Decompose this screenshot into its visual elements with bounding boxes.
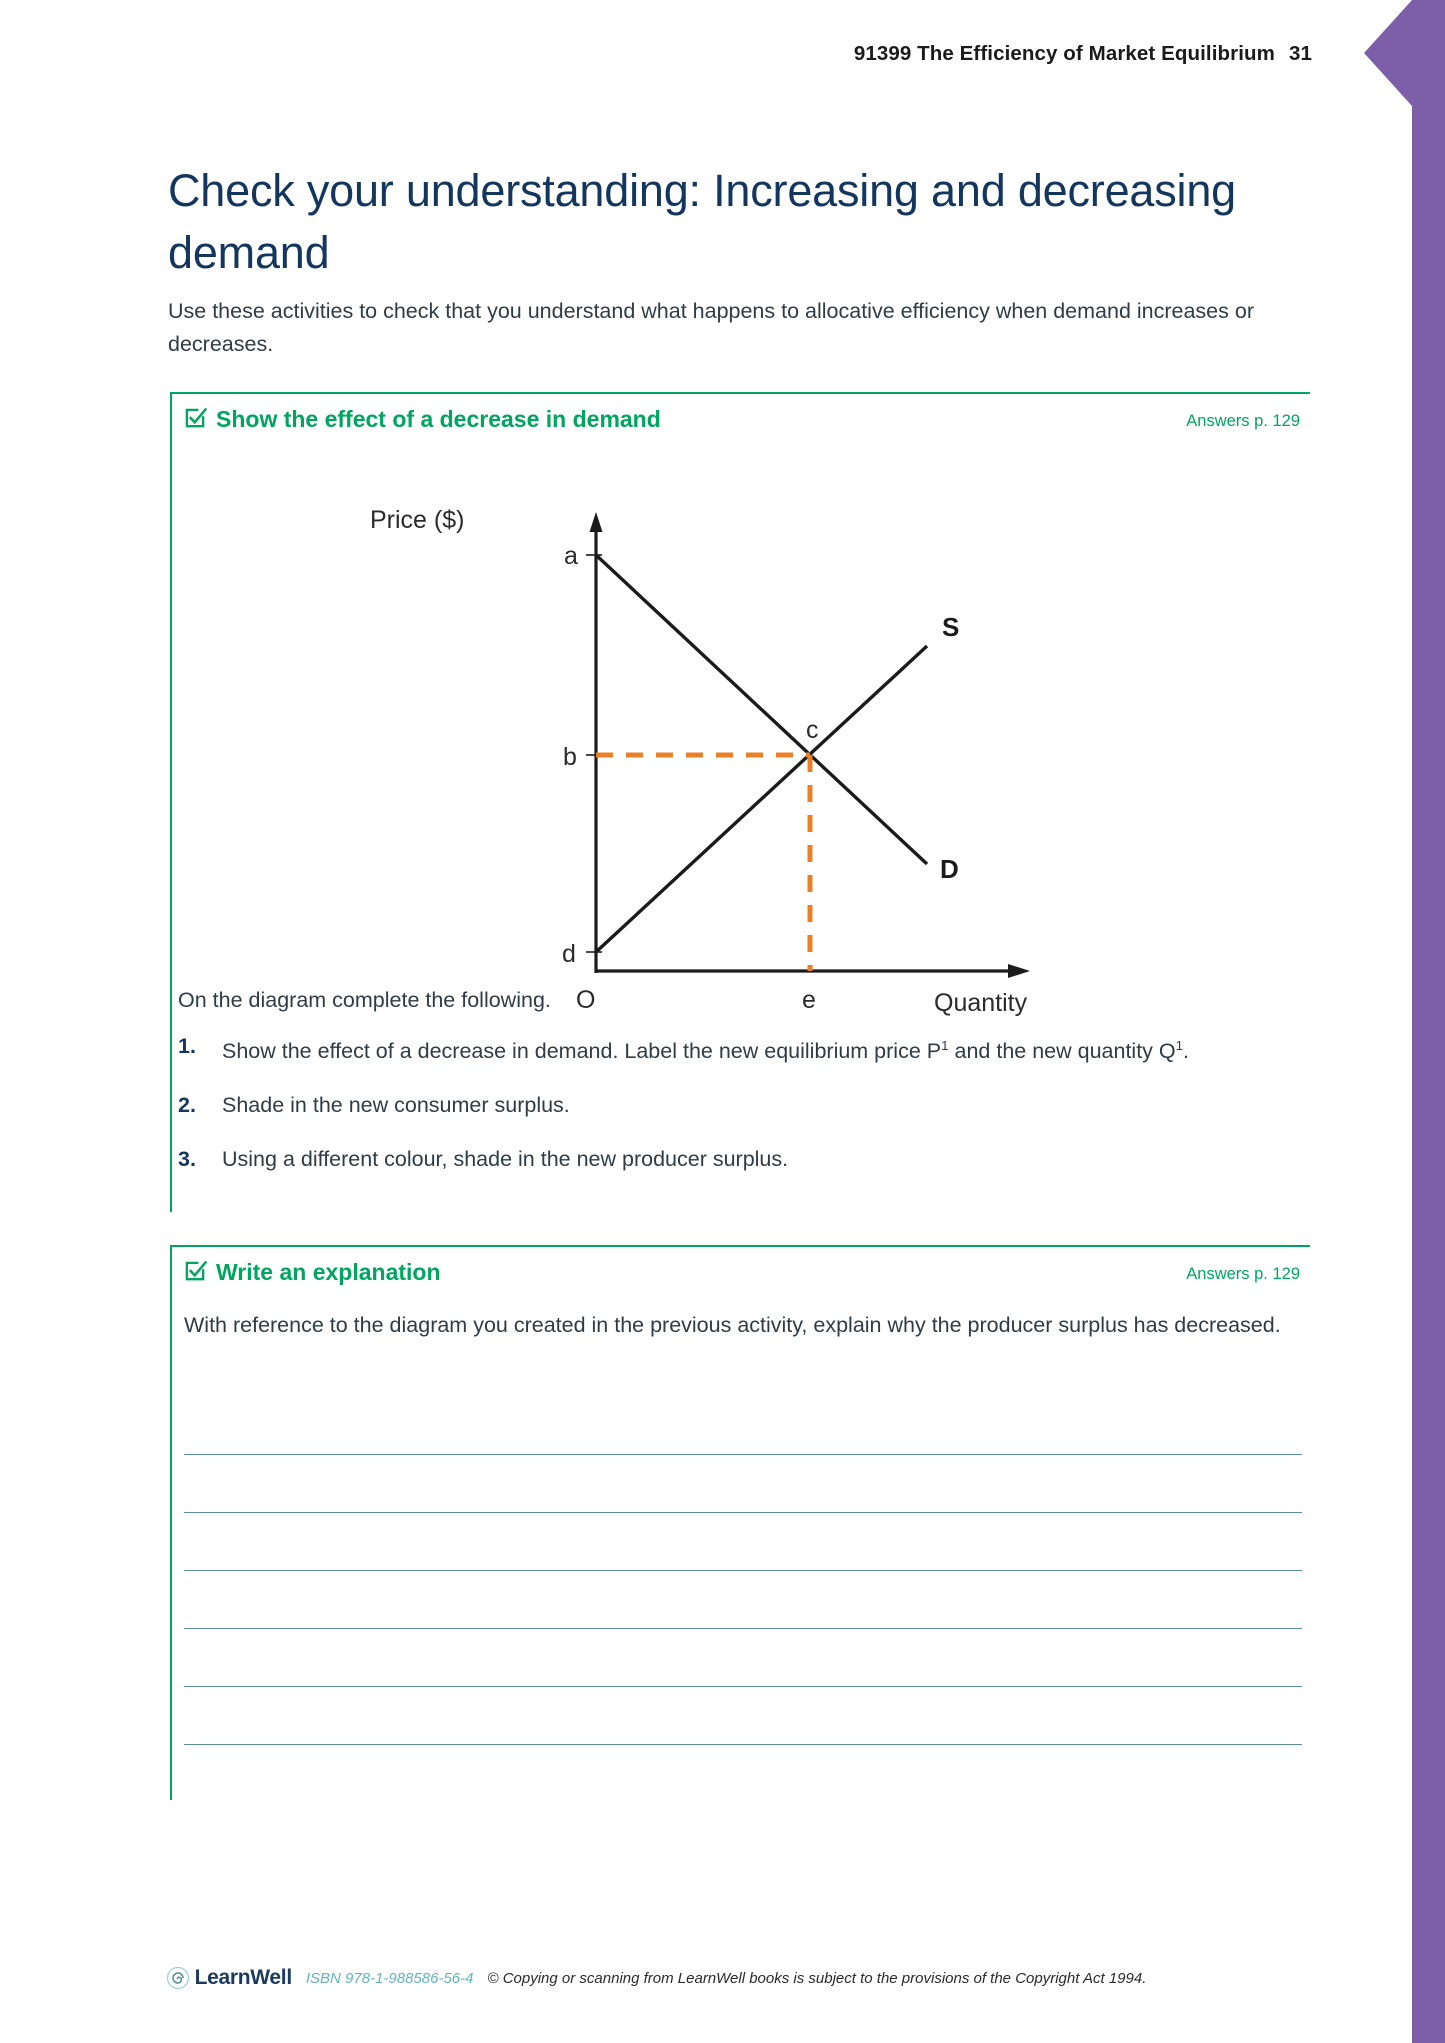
- point-label-d: d: [562, 940, 576, 968]
- x-axis-label: Quantity: [934, 989, 1028, 1017]
- list-item-number: 3.: [178, 1147, 196, 1172]
- answer-line[interactable]: [184, 1629, 1302, 1687]
- activity2-answers-ref: Answers p. 129: [1186, 1265, 1300, 1283]
- running-title: 91399 The Efficiency of Market Equilibrium: [853, 42, 1275, 65]
- activity1-title: Show the effect of a decrease in demand: [216, 406, 661, 432]
- chart-svg: [172, 450, 1312, 1030]
- y-axis-label: Price ($): [370, 506, 465, 534]
- running-head: [0, 42, 1312, 66]
- list-item-number: 1.: [178, 1034, 196, 1058]
- learnwell-wordmark: LearnWell: [194, 1966, 292, 1989]
- list-item-text-end: .: [1183, 1039, 1190, 1064]
- activity1-answers-ref: Answers p. 129: [1186, 412, 1300, 430]
- list-item-text: Shade in the new consumer surplus.: [222, 1093, 570, 1118]
- supply-curve: [596, 646, 927, 952]
- answer-line[interactable]: [184, 1571, 1302, 1629]
- isbn-text: ISBN 978-1-988586-56-4: [305, 1969, 474, 1987]
- list-item-sup2: 1: [1175, 1038, 1184, 1053]
- point-label-a: a: [564, 542, 578, 570]
- supply-demand-diagram: [172, 450, 1312, 1030]
- demand-curve-label: D: [940, 854, 959, 884]
- list-item-text-cont: and the new quantity Q: [948, 1039, 1176, 1064]
- page-footer: [0, 1966, 1312, 1990]
- demand-curve: [596, 555, 927, 864]
- list-item: [178, 1143, 1298, 1175]
- list-item-text: Show the effect of a decrease in demand. Label the new equilibrium price P: [222, 1039, 942, 1064]
- list-item: [178, 1030, 1298, 1067]
- purple-arrow-notch: [1364, 0, 1412, 106]
- copyright-text: © Copying or scanning from LearnWell books is subject to the provisions of the Copyright Act 1994.: [487, 1969, 1147, 1987]
- diagram-instructions-lead: On the diagram complete the following.: [178, 988, 551, 1012]
- list-item-text: Using a different colour, shade in the new producer surplus.: [222, 1147, 789, 1172]
- activity2-prompt: With reference to the diagram you created in the previous activity, explain why the producer surplus has decreased.: [184, 1313, 1281, 1337]
- point-label-b: b: [563, 743, 577, 771]
- point-label-e: e: [802, 986, 816, 1014]
- spiral-logo-icon: [166, 1966, 190, 1990]
- checkbox-checked-icon: [184, 407, 207, 430]
- diagram-instructions-list: [178, 1030, 1298, 1197]
- answer-line[interactable]: [184, 1397, 1302, 1455]
- intro-paragraph: Use these activities to check that you understand what happens to allocative efficiency when demand increases or decreases.: [168, 299, 1254, 356]
- x-axis: [596, 964, 1030, 978]
- learnwell-logo: [166, 1966, 292, 1990]
- answer-lines[interactable]: [184, 1397, 1302, 1745]
- list-item-number: 2.: [178, 1093, 196, 1118]
- origin-label: O: [576, 986, 596, 1014]
- list-item: [178, 1089, 1298, 1121]
- purple-edge-band: [1412, 0, 1445, 2043]
- page-title: Check your understanding: Increasing and decreasing demand: [168, 165, 1236, 278]
- list-item-sup: 1: [941, 1038, 949, 1053]
- point-label-c: c: [806, 716, 819, 744]
- page-number: 31: [1288, 42, 1312, 65]
- activity1-header: [172, 394, 1310, 450]
- activity2-title: Write an explanation: [216, 1259, 441, 1285]
- checkbox-checked-icon: [184, 1260, 207, 1283]
- answer-line[interactable]: [184, 1513, 1302, 1571]
- y-axis: [590, 512, 603, 973]
- supply-curve-label: S: [942, 612, 960, 642]
- answer-line[interactable]: [184, 1455, 1302, 1513]
- activity-card-write-an-explanation: [170, 1245, 1310, 1800]
- answer-line[interactable]: [184, 1687, 1302, 1745]
- activity2-header: [172, 1247, 1310, 1303]
